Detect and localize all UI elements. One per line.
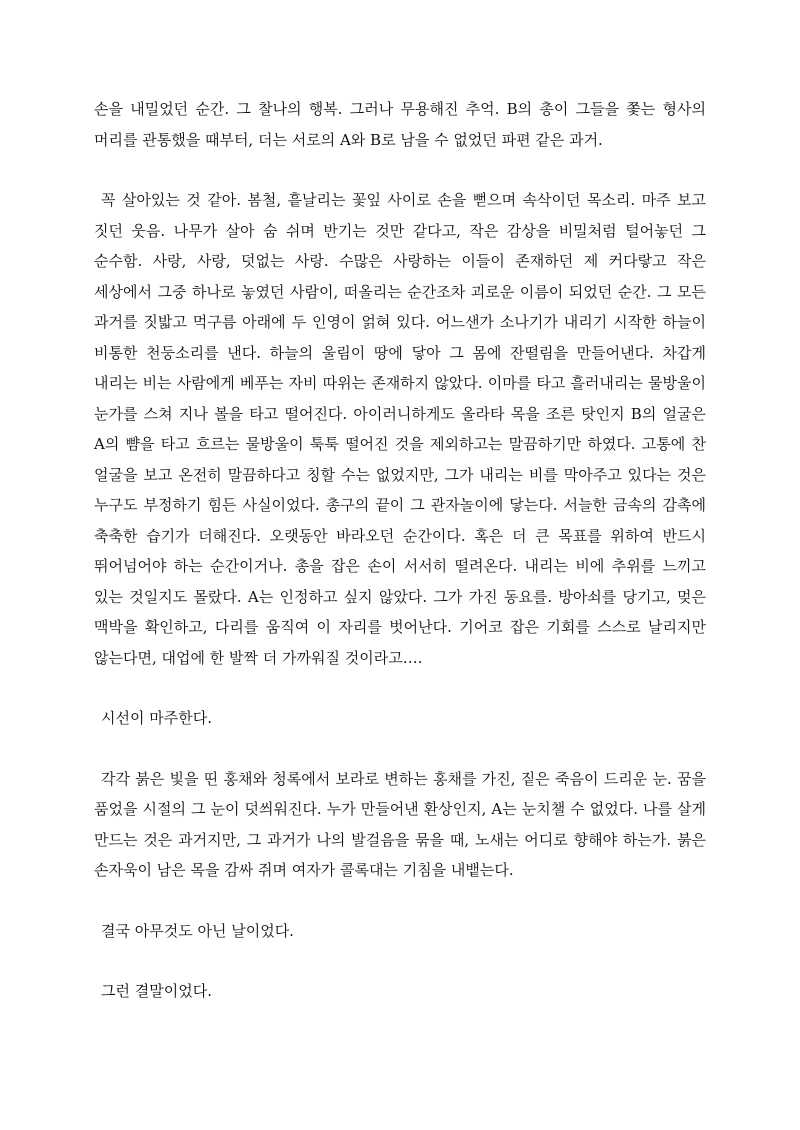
paragraph-6: 그런 결말이었다. xyxy=(101,982,212,1000)
paragraph-2: 꼭 살아있는 것 같아. 봄철, 흩날리는 꽃잎 사이로 손을 뻗으며 속삭이던 목소리. 마주 보고 짓던 웃음. 나무가 살아 숨 쉬며 반기는 것만 같다고, 작은 감상을 비밀처럼 털어놓던 그 순수함. 사랑, 사랑, 덧없는 사랑. 수많은 사랑하는 이들이 존재하던 제 커다랗고 작은 세상에서 그중 하나로 놓였던 사람이, 떠올리는 순간조차 괴로운 이름이 되었던 순간. 그 모든 과거를 짓밟고 먹구름 아래에 두 인영이 얽혀 있다. 어느샌가 소나기가 내리기 시작한 하늘이 비통한 천둥소리를 낸다. 하늘의 울림이 땅에 닿아 그 몸에 잔떨림을 만들어낸다. 차갑게 내리는 비는 사람에게 베푸는 자비 따위는 존재하지 않았다. 이마를 타고 흘러내리는 물방울이 눈가를 스쳐 지나 볼을 타고 떨어진다. 아이러니하게도 올라타 목을 조른 탓인지 B의 얼굴은 A의 뺨을 타고 흐르는 물방울이 툭툭 떨어진 것을 제외하고는 말끔하기만 하였다. 고통에 찬 얼굴을 보고 온전히 말끔하다고 칭할 수는 없었지만, 그가 내리는 비를 막아주고 있다는 것은 누구도 부정하기 힘든 사실이었다. 총구의 끝이 그 관자놀이에 닿는다. 서늘한 금속의 감촉에 축축한 습기가 더해진다. 오랫동안 바라오던 순간이다. 혹은 더 큰 목표를 위하여 반드시 뛰어넘어야 하는 순간이거나. 총을 잡은 손이 서서히 떨려온다. 내리는 비에 추위를 느끼고 있는 것일지도 몰랐다. A는 인정하고 싶지 않았다. 그가 가진 동요를. 방아쇠를 당기고, 멎은 맥박을 확인하고, 다리를 움직여 이 자리를 벗어난다. 기어코 잡은 기회를 스스로 날리지만 않는다면, 대업에 한 발짝 더 가까워질 것이라고…. xyxy=(94,191,706,667)
paragraph-gap xyxy=(94,734,706,764)
paragraph-1: 손을 내밀었던 순간. 그 찰나의 행복. 그러나 무용해진 추억. B의 총이 그들을 쫓는 형사의 머리를 관통했을 때부터, 더는 서로의 A와 B로 남을 수 없었던 파편 같은 과거. xyxy=(94,100,706,149)
paragraph-5: 결국 아무것도 아닌 날이었다. xyxy=(101,921,294,940)
paragraph-gap xyxy=(94,155,706,185)
paragraph-3: 시선이 마주한다. xyxy=(101,709,212,727)
paragraph-gap xyxy=(94,886,706,916)
paragraph-4: 각각 붉은 빛을 띤 홍채와 청록에서 보라로 변하는 홍채를 가진, 짙은 죽음이 드리운 눈. 꿈을 품었을 시절의 그 눈이 덧씌워진다. 누가 만들어낸 환상인지, A는 눈치챌 수 없었다. 나를 살게 만드는 것은 과거지만, 그 과거가 나의 발걸음을 묶을 때, 노새는 어디로 향해야 하는가. 붉은 손자욱이 남은 목을 감싸 쥐며 여자가 콜록대는 기침을 내뱉는다. xyxy=(94,769,706,879)
paragraph-gap xyxy=(94,946,706,976)
document-body xyxy=(94,94,706,1007)
paragraph-gap xyxy=(94,673,706,703)
